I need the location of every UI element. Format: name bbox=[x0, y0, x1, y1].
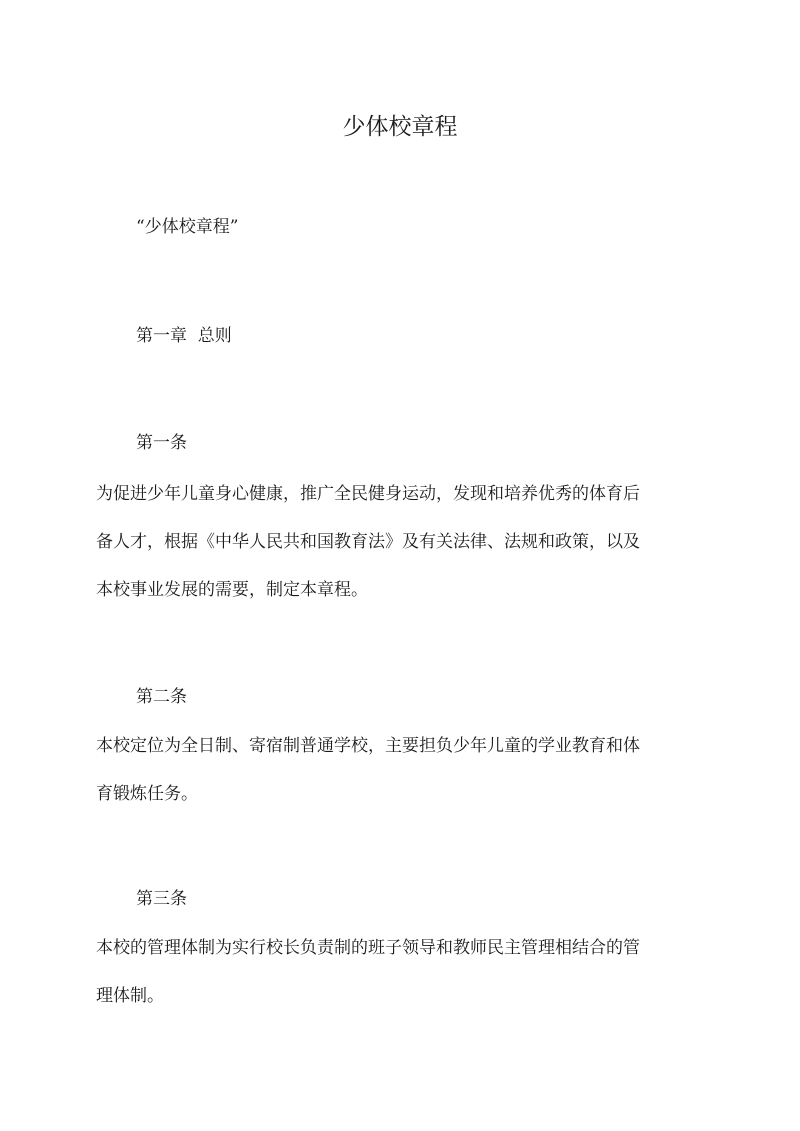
document-subtitle: “少体校章程” bbox=[136, 217, 239, 237]
article-1-line-1: 为促进少年儿童身心健康，推广全民健身运动，发现和培养优秀的体育后 bbox=[96, 484, 640, 504]
chapter-heading: 第一章 总则 bbox=[136, 326, 232, 346]
article-3-line-1: 本校的管理体制为实行校长负责制的班子领导和教师民主管理相结合的管 bbox=[96, 938, 640, 958]
article-2-body bbox=[96, 722, 706, 818]
article-1-heading: 第一条 bbox=[136, 433, 187, 453]
article-1-line-2: 备人才，根据《中华人民共和国教育法》及有关法律、法规和政策，以及 bbox=[96, 532, 640, 552]
article-1-body bbox=[96, 470, 706, 614]
document-title: 少体校章程 bbox=[342, 114, 458, 141]
article-2-line-1: 本校定位为全日制、寄宿制普通学校，主要担负少年儿童的学业教育和体 bbox=[96, 736, 640, 756]
article-3-body bbox=[96, 924, 706, 1020]
article-3-heading: 第三条 bbox=[136, 889, 187, 909]
article-2-heading: 第二条 bbox=[136, 687, 187, 707]
article-3-line-2: 理体制。 bbox=[96, 986, 164, 1006]
article-1-line-3: 本校事业发展的需要，制定本章程。 bbox=[96, 580, 368, 600]
article-2-line-2: 育锻炼任务。 bbox=[96, 784, 198, 804]
